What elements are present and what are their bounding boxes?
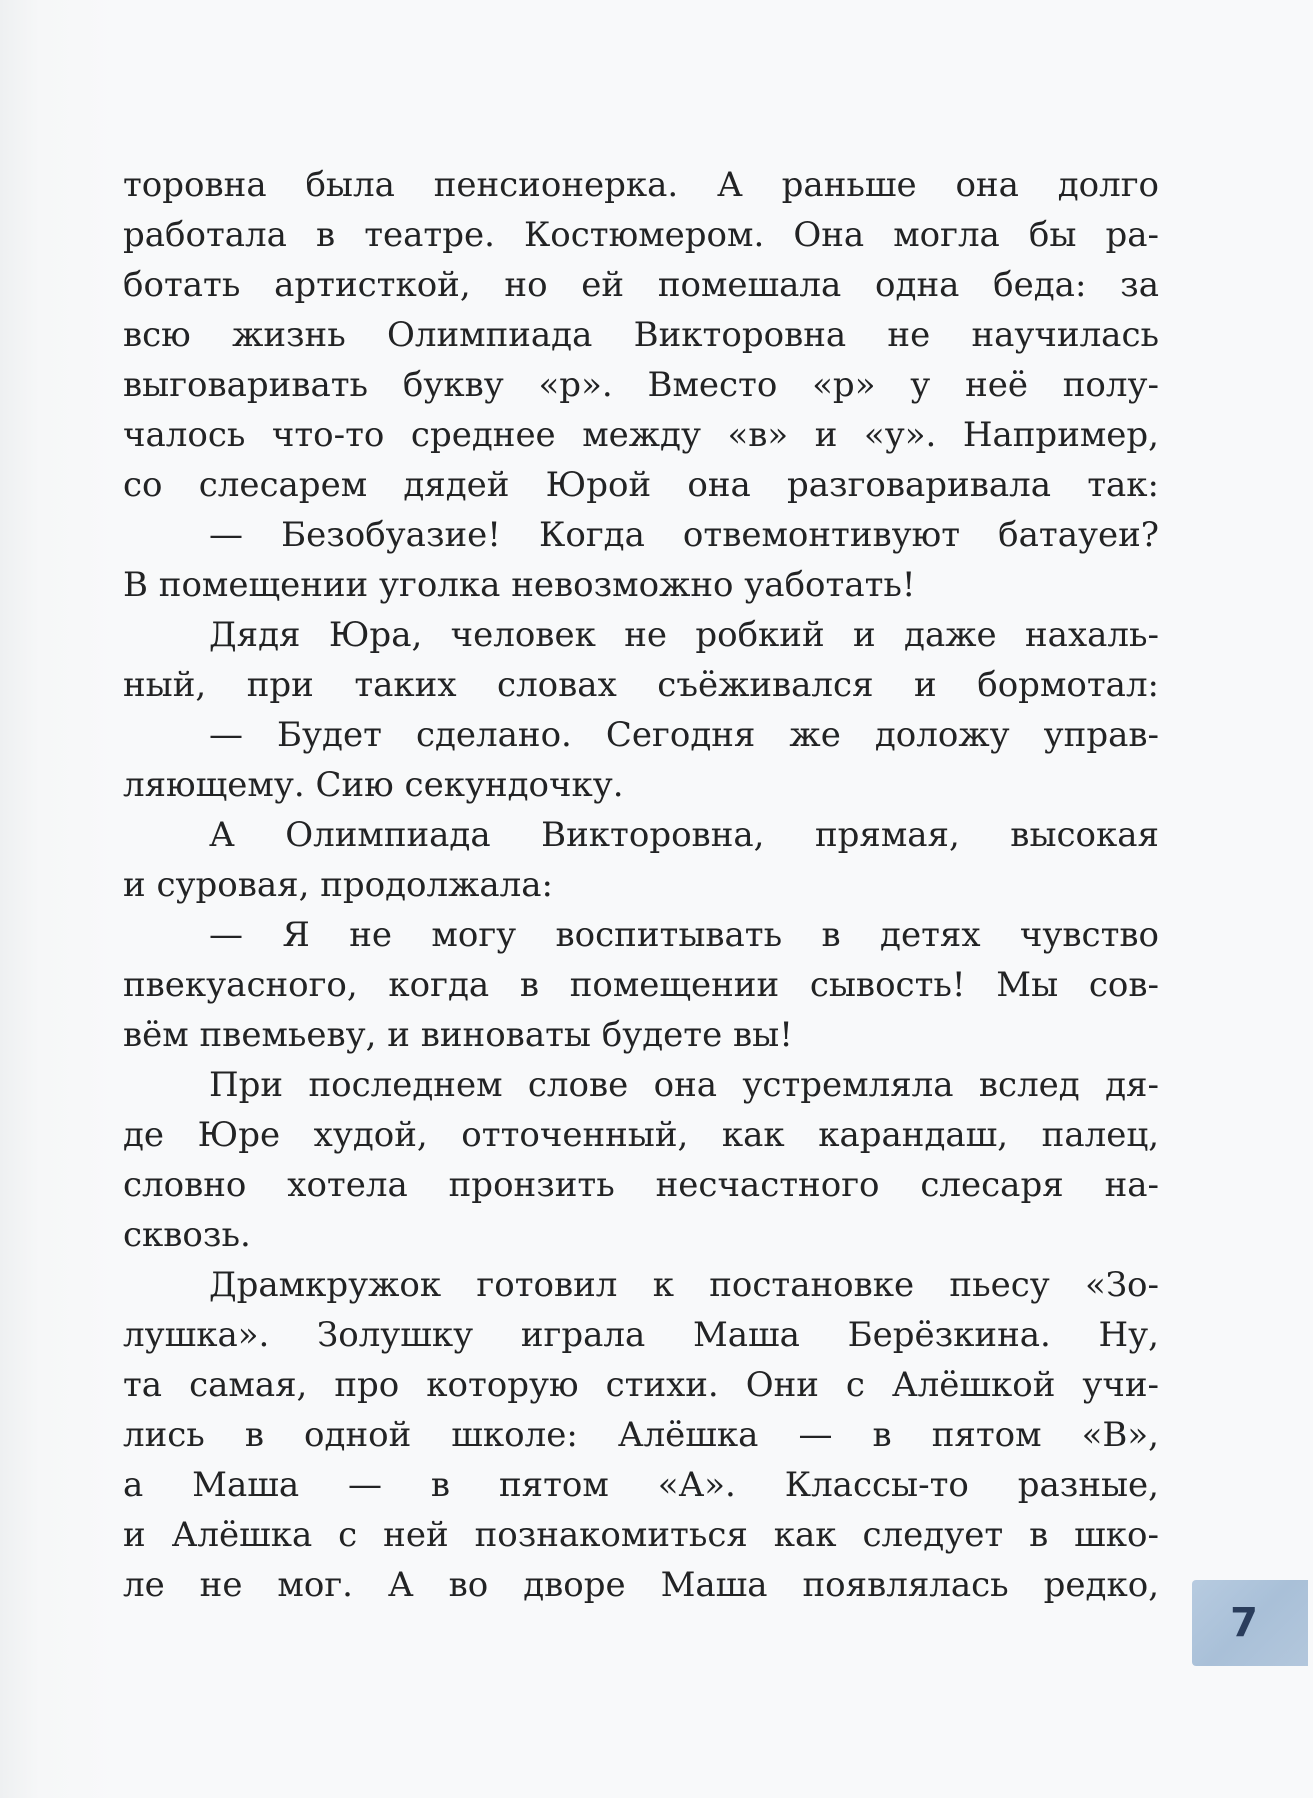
text-line: — Безобуазие! Когда отвемонтивуют батауеи?	[209, 515, 1159, 555]
text-line: та самая, про которую стихи. Они с Алёшкой учи-	[123, 1365, 1159, 1405]
text-line: а Маша — в пятом «А». Классы-то разные,	[123, 1465, 1159, 1505]
text-line: сквозь.	[123, 1215, 251, 1255]
text-line: лушка». Золушку играла Маша Берёзкина. Ну,	[123, 1315, 1159, 1355]
text-line: чалось что-то среднее между «в» и «у». Например,	[123, 415, 1159, 455]
text-line: При последнем слове она устремляла вслед дя-	[209, 1065, 1159, 1105]
text-line: лись в одной школе: Алёшка — в пятом «В»,	[123, 1415, 1159, 1455]
text-line: пвекуасного, когда в помещении сывость! Мы сов-	[123, 965, 1159, 1005]
text-line: де Юре худой, отточенный, как карандаш, палец,	[123, 1115, 1159, 1155]
body-text	[123, 160, 1159, 1610]
text-line: Дядя Юра, человек не робкий и даже нахаль-	[209, 615, 1159, 655]
text-line: словно хотела пронзить несчастного слесаря на-	[123, 1165, 1159, 1205]
text-line: В помещении уголка невозможно уаботать!	[123, 565, 916, 605]
text-line: ляющему. Сию секундочку.	[123, 765, 624, 805]
text-line: вём пвемьеву, и виноваты будете вы!	[123, 1015, 793, 1055]
text-line: ботать артисткой, но ей помешала одна беда: за	[123, 265, 1159, 305]
text-line: А Олимпиада Викторовна, прямая, высокая	[209, 815, 1159, 855]
text-line: торовна была пенсионерка. А раньше она долго	[123, 165, 1159, 205]
text-line: всю жизнь Олимпиада Викторовна не научилась	[123, 315, 1159, 355]
text-line: со слесарем дядей Юрой она разговаривала так:	[123, 465, 1159, 505]
text-line: ле не мог. А во дворе Маша появлялась редко,	[123, 1565, 1159, 1605]
page-number-tab	[1192, 1580, 1308, 1666]
text-line: Драмкружок готовил к постановке пьесу «Зо-	[209, 1265, 1159, 1305]
text-line: и Алёшка с ней познакомиться как следует в шко-	[123, 1515, 1159, 1555]
text-line: выговаривать букву «р». Вместо «р» у неё полу-	[123, 365, 1159, 405]
text-line: работала в театре. Костюмером. Она могла бы ра-	[123, 215, 1159, 255]
text-line: и суровая, продолжала:	[123, 865, 553, 905]
text-line: ный, при таких словах съёживался и бормотал:	[123, 665, 1159, 705]
page-number: 7	[1230, 1600, 1258, 1646]
text-line: — Я не могу воспитывать в детях чувство	[209, 915, 1159, 955]
text-line: — Будет сделано. Сегодня же доложу управ-	[209, 715, 1159, 755]
